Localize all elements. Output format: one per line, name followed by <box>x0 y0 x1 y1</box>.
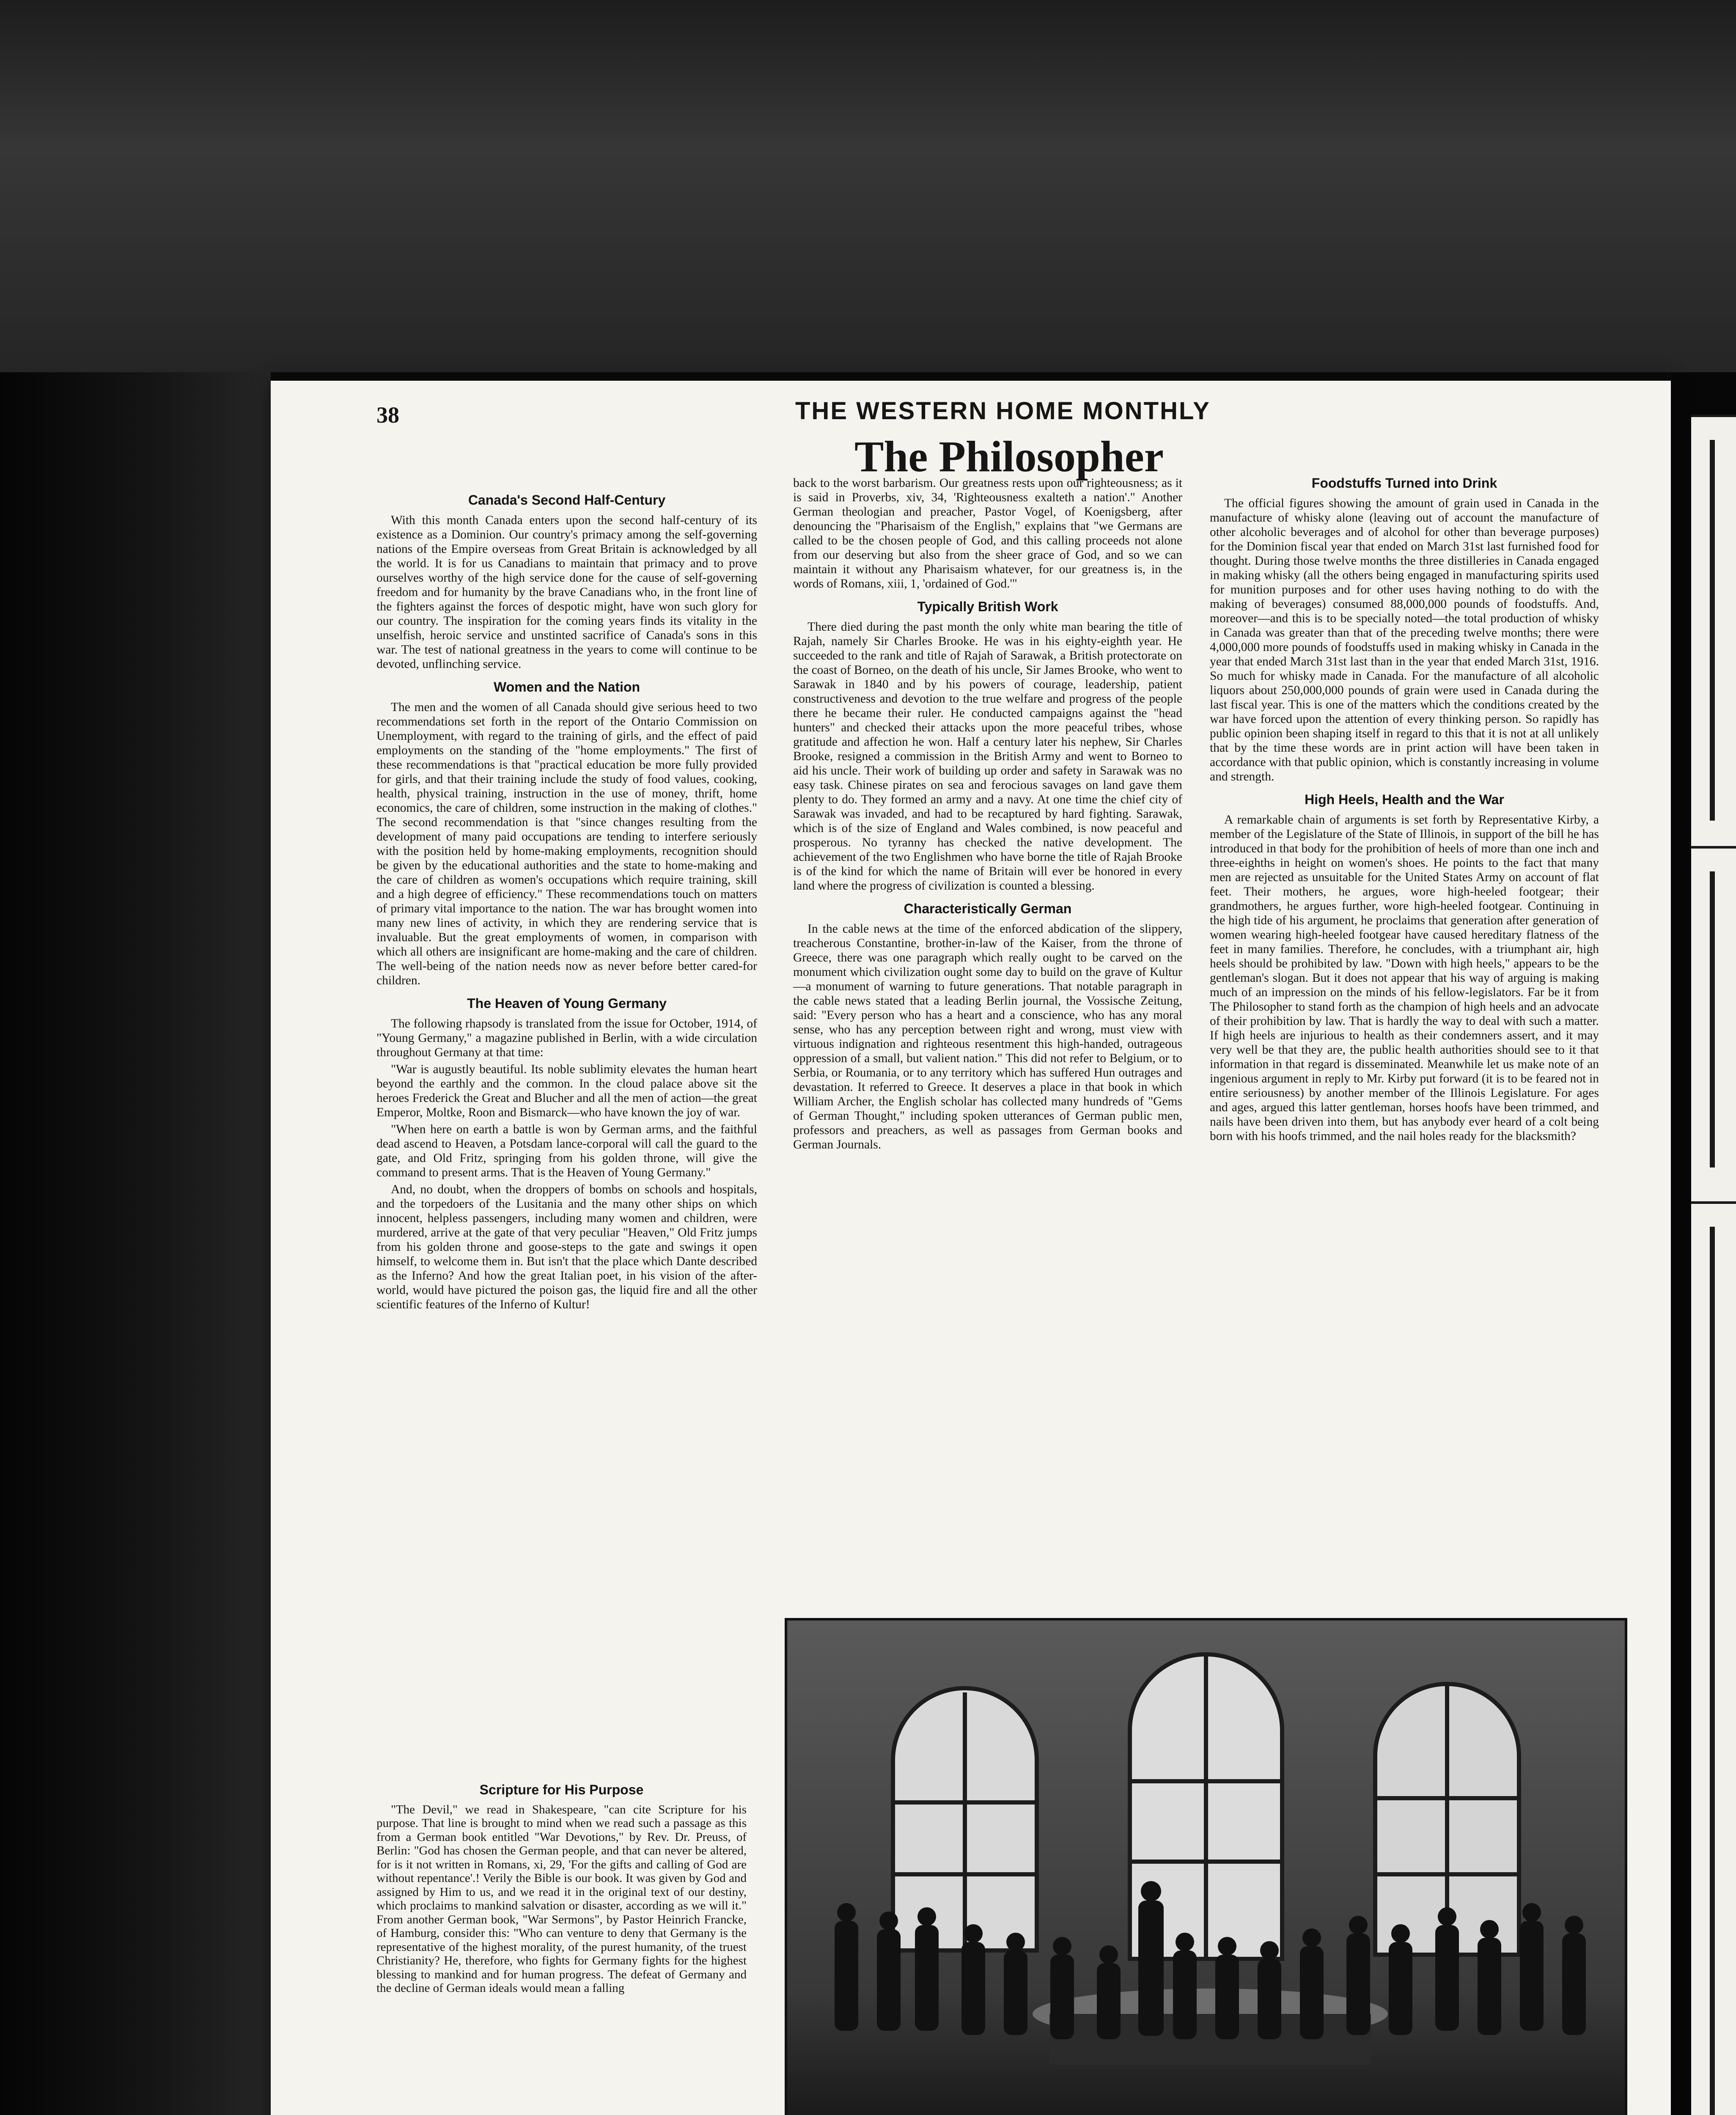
page-number: 38 <box>376 402 399 428</box>
article-paragraph: "The Devil," we read in Shakespeare, "can cite Scripture for his purpose. That line is brought to mind when we read such a passage as this from a German book entitled "War Devotions," by Rev. Dr. Preuss, of Berlin: "God has chosen the German people, and that can never be altered, for is it not written in Romans, xi, 29, 'For the gifts and calling of God are without repentance'.! Verily the Bible is our book. It was given by God and assigned by Him to us, and we read it in the original text of our destiny, which proclaims to mankind salvation or disaster, according as we will it." From another German book, "War Sermons", by Pastor Heinrich Francke, of Hamburg, consider this: "Who can venture to deny that Germany is the representative of the highest morality, of the purest humanity, of the truest Christianity? He, therefore, who fights for Germany fights for the highest blessing to mankind and for human progress. The defeat of Germany and the decline of German ideals would mean a falling <box>376 1802 747 1995</box>
journal-title: THE WESTERN HOME MONTHLY <box>795 397 1211 425</box>
article-paragraph: The official figures showing the amount of grain used in Canada in the manufacture of whisky alone (leaving out of account the manufacture of other alcoholic beverages and of alcohol for other than beverage purposes) for the Dominion fiscal year that ended on March 31st last furnished food for thought. During those twelve months the three distilleries in Canada engaged in making whisky (all the others being engaged in manufacturing spirits used for munition purposes and for other uses having nothing to do with the making of beverages) consumed 88,000,000 pounds of foodstuffs. And, moreover—and this is to be specially noted—the total production of whisky in Canada was greater than that of the preceding twelve months; there were 4,000,000 more pounds of foodstuffs used in making whisky in Canada in the year that ended March 31st last than in the year that ended March 31st, 1916. So much for whisky made in Canada. For the manufacture of all alcoholic liquors about 250,000,000 pounds of grain were used in Canada during the last fiscal year. This is one of the matters which the conditions created by the war have forced upon the attention of every thinking person. So rapidly has public opinion been shaping itself in regard to this that it is not at all unlikely that by the time these words are in print action will have been taken in accordance with that public opinion, which is constantly increasing in volume and strength. <box>1210 497 1599 783</box>
article-paragraph: "War is augustly beautiful. Its noble sublimity elevates the human heart beyond the earthly and the common. In the cloud palace above sit the heroes Frederick the Great and Blucher and all the men of action—the great Emperor, Moltke, Roon and Bismarck—who have known the joy of war. <box>376 1063 757 1119</box>
column-1 <box>376 493 757 1314</box>
column-1-bottom <box>376 1783 747 1998</box>
article-heading: Canada's Second Half-Century <box>468 492 666 508</box>
article-paragraph: "When here on earth a battle is won by German arms, and the faithful dead ascend to Heaven, a Potsdam lance-corporal will call the guard to the gate, and Old Fritz, springing from his golden throne, will give the command to present arms. That is the Heaven of Young Germany." <box>376 1123 757 1179</box>
article-heading: High Heels, Health and the War <box>1305 792 1504 807</box>
confederation-engraving <box>785 1618 1627 2115</box>
article-paragraph: back to the worst barbarism. Our greatness rests upon our righteousness; as it is said in Proverbs, xiv, 34, 'Righteousness exalteth a nation'." Another German theologian and preacher, Pastor Vogel, of Koenigsberg, after denouncing the "Pharisaism of the English," explains that "we Germans are called to be the chosen people of God, and this calling proceeds not alone from our deserving but also from the sheer grace of God, and so we can maintain it without any Pharisaism whatever, for our greatness is, in the words of Romans, xiii, 1, 'ordained of God.'" <box>793 476 1182 591</box>
article-paragraph: A remarkable chain of arguments is set forth by Representative Kirby, a member of the Legislature of the State of Illinois, in support of the bill he has introduced in that body for the prohibition of heels of more than one inch and three-eighths in height on women's shoes. He points to the fact that many men are rejected as unsuitable for the United States Army on account of flat feet. Their mothers, he argues, wore high-heeled footgear; their grandmothers, he argues further, wore high-heeled footgear. Continuing in the high tide of his argument, he proclaims that generation after generation of women wearing high-heeled footgear have caused hereditary flatness of the feet in many families. Therefore, he concludes, with a triumphant air, high heels should be prohibited by law. "Down with high heels," appears to be the gentleman's slogan. But it does not appear that his way of arguing is making much of an impression on the minds of his fellow-legislators. Far be it from The Philosopher to stand forth as the champion of high heels and an advocate of their prohibition by law. That is hardly the way to deal with such a matter. If high heels are injurious to health as their condemners assert, and it may very well be that they are, the public health authorities should see to it that information in that regard is disseminated. Meanwhile let us make note of an ingenious argument in reply to Mr. Kirby put forward (it is to be feared not in entire seriousness) by another member of the Illinois Legislature. For ages and ages, argued this latter gentleman, horses hoofs have been trimmed, and nails have been driven into them, but has anybody ever heard of a colt being born with his hoofs trimmed, and the nail holes ready for the blacksmith? <box>1210 813 1599 1143</box>
section-title: The Philosopher <box>854 432 1164 481</box>
masthead <box>271 387 1671 428</box>
article-paragraph: With this month Canada enters upon the second half-century of its existence as a Dominion. Our country's primacy among the self-governing nations of the Empire overseas from Great Britain is acknowledged by all the world. It is for us Canadians to maintain that primacy and to prove ourselves worthy of the high service done for the cause of self-governing freedom and for humanity by the brave Canadians who, in the front line of the fighters against the forces of despotic might, have won such glory for our country. The inspiration for the coming years finds its vitality in the unselfish, heroic service and unstinted sacrifice of Canada's sons in this war. The test of national greatness in the years to come will continue to be devoted, unflinching service. <box>376 514 757 671</box>
article-paragraph: The men and the women of all Canada should give serious heed to two recommendations set forth in the report of the Ontario Commission on Unemployment, with regard to the training of girls, and the effect of paid employments on the standing of the "home employments." The first of these recommendations is that "practical education be more fully provided for girls, and that their training include the study of food values, cooking, health, physical training, instruction in the use of money, thrift, home economics, the care of children, some instruction in the making of clothes." The second recommendation is that "since changes resulting from the development of many paid occupations are tending to interfere seriously with the position held by home-making employments, recognition should be given by the educational authorities and the state to home-making and the care of children as women's occupations which require training, skill and a high degree of efficiency." These recommendations touch on matters of primary vital importance to the nation. The war has brought women into many new lines of activity, in which they are rendering service that is invaluable. But the great employments of women, in comparison with which all others are insignificant are home-making and the care of children. The well-being of the nation needs now as never before better cared-for children. <box>376 700 757 987</box>
scan-background-top <box>0 0 1736 372</box>
article-heading: Characteristically German <box>904 901 1072 916</box>
article-heading: The Heaven of Young Germany <box>467 996 667 1011</box>
article-paragraph: There died during the past month the only white man bearing the title of Rajah, namely Sir Charles Brooke. He was in his eighty-eighth year. He succeeded to the rank and title of Rajah of Sarawak, a British protectorate on the coast of Borneo, on the death of his uncle, Sir James Brooke, who went to Sarawak in 1840 and by his powers of courage, leadership, patient constructiveness and devotion to the true welfare and progress of the people there he became their ruler. He conducted campaigns against the "head hunters" and checked their attacks upon the more peaceful tribes, whose gratitude and affection he won. Half a century later his nephew, Sir Charles Brooke, resigned a commission in the British Army and went to Borneo to aid his uncle. Their work of building up order and safety in Sarawak was no easy task. Chinese pirates on sea and ferocious savages on land gave them plenty to do. They formed an army and a navy. At one time the chief city of Sarawak was invaded, and had to be recaptured by hard fighting. Sarawak, which is of the size of England and Wales combined, is now peaceful and prosperous. No tyranny has checked the native development. The achievement of the two Englishmen who have borne the title of Rajah Brooke is of the kind for which the name of Britain will ever be honored in every land where the progress of civilization is counted a blessing. <box>793 620 1182 893</box>
arched-window-left <box>893 1688 1037 1950</box>
column-3 <box>1210 476 1599 1146</box>
article-heading: Women and the Nation <box>493 679 640 695</box>
scan-background-left <box>0 372 271 2115</box>
article-paragraph: In the cable news at the time of the enforced abdication of the slippery, treacherous Constantine, brother-in-law of the Kaiser, from the throne of Greece, there was one paragraph which really ought to be carved on the monument which civilization ought some day to build on the grave of Kultur—a monument of warning to future generations. That notable paragraph in the cable news stated that a leading Berlin journal, the Vossische Zeitung, said: "Every person who has a heart and a conscience, who has any moral sense, who has any perception between right and wrong, must view with virtuous indignation and righteous resentment this high-handed, outrageous oppression of a small, but valient nation." This did not refer to Belgium, or to Serbia, or Roumania, or to any territory which has suffered Hun outrages and devastation. It referred to Greece. It deserves a place in that book in which William Archer, the English scholar has collected many hundreds of "Gems of German Thought," including spoken utterances of German public men, professors and preachers, as well as passages from German books and German Journals. <box>793 922 1182 1151</box>
magazine-page <box>271 381 1671 2115</box>
article-heading: Typically British Work <box>917 599 1058 614</box>
article-paragraph: And, no doubt, when the droppers of bombs on schools and hospitals, and the torpedoers of the Lusitania and the many other ships on which innocent, helpless passengers, including many women and children, were murdered, arrive at the gate of that very peculiar "Heaven," Old Fritz jumps from his golden throne and goose-steps to the gate and swings it open himself, to welcome them in. But isn't that the place which Dante described as the Inferno? And how the great Italian poet, in his vision of the after-world, would have pictured the poison gas, the liquid fire and all the other scientific features of the Inferno of Kultur! <box>376 1183 757 1311</box>
article-heading: Foodstuffs Turned into Drink <box>1311 475 1497 491</box>
article-paragraph: The following rhapsody is translated from the issue for October, 1914, of "Young Germany," a magazine published in Berlin, with a wide circulation throughout Germany at that time: <box>376 1017 757 1059</box>
article-heading: Scripture for His Purpose <box>479 1782 644 1797</box>
column-2 <box>793 476 1182 1154</box>
adjacent-page-edge <box>1691 415 1736 2115</box>
